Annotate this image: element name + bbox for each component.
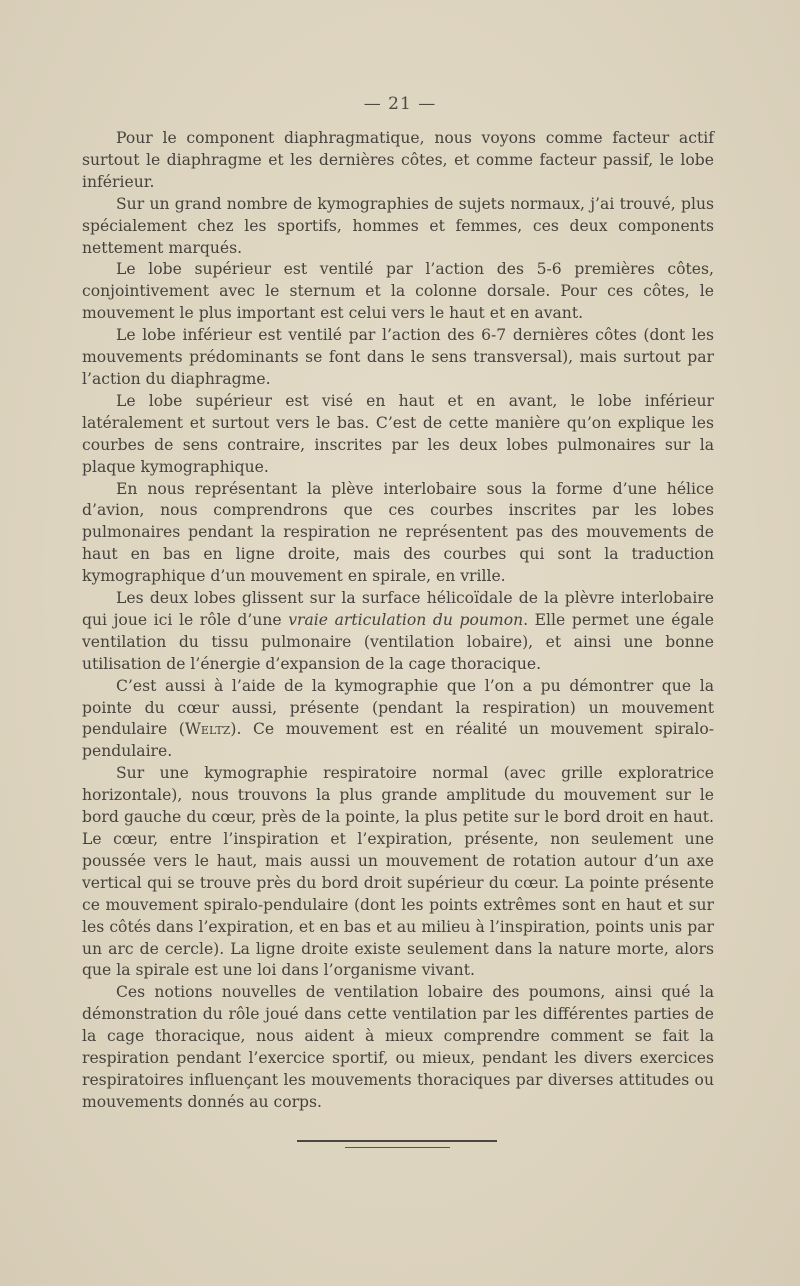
- end-rule: [297, 1140, 497, 1142]
- body-text: [82, 128, 714, 1114]
- paragraph: Le lobe supérieur est ventilé par l’action des 5-6 premières côtes, conjointivement avec le sternum et la colonne dorsale. Pour ces côtes, le mouvement le plus important est celui vers le haut et en avant.: [82, 260, 714, 323]
- paragraph: Le lobe supérieur est visé en haut et en avant, le lobe inférieur latéralement et surtout vers le bas. C’est de cette manière qu’on explique les courbes de sens contraire, inscrites par les deux lobes pulmonaires sur la plaque kymographique.: [82, 391, 714, 476]
- paragraph: [82, 588, 714, 676]
- author-name: Weltz: [184, 720, 231, 739]
- paragraph: En nous représentant la plève interlobaire sous la forme d’une hélice d’avion, nous comprendrons que ces courbes inscrites par les lobes pulmonaires pendant la respiration ne représentent pas des mouvements de haut en bas en ligne droite, mais des courbes qui sont la traduction kymographique d’un mouvement en spirale, en vrille.: [82, 479, 714, 586]
- paragraph: Ces notions nouvelles de ventilation lobaire des poumons, ainsi qué la démonstration du rôle joué dans cette ventilation par les différentes parties de la cage thoracique, nous aident à mieux comprendre comment se fait la respiration pendant l’exercice sportif, ou mieux, pendant les divers exercices respiratoires influençant les mouvements thoraciques par diverses attitudes ou mouvements donnés au corps.: [82, 983, 714, 1111]
- paragraph-text: C’est aussi à l’aide de la kymographie que l’on a pu démontrer que la pointe du cœur aussi, présente (pendant la respiration) un mouvement pendulaire (: [82, 676, 714, 739]
- paragraph-text: Les deux lobes glissent sur la surface hélicoïdale de la plèvre interlobaire qui joue ici le rôle d’une: [82, 589, 714, 629]
- emphasis-text: vraie articulation du poumon: [288, 610, 524, 629]
- page-number: — 21 —: [363, 94, 437, 114]
- paragraph: Pour le component diaphragmatique, nous voyons comme facteur actif surtout le diaphragme et les dernières côtes, et comme facteur passif, le lobe inférieur.: [82, 129, 714, 191]
- paragraph: Le lobe inférieur est ventilé par l’action des 6-7 dernières côtes (dont les mouvements prédominants se font dans le sens transversal), mais surtout par l’action du diaphragme.: [82, 326, 714, 388]
- paragraph: [82, 676, 714, 764]
- paragraph: Sur un grand nombre de kymographies de sujets normaux, j’ai trouvé, plus spécialement chez les sportifs, hommes et femmes, ces deux components nettement marqués.: [82, 194, 714, 257]
- end-rule-thin: [345, 1147, 450, 1148]
- paragraph-text: . Elle permet une égale ventilation du tissu pulmonaire (ventilation lobaire), et ainsi une bonne utilisation de l’énergie d’expansion de la cage thoracique.: [82, 610, 714, 673]
- paragraph: Sur une kymographie respiratoire normal (avec grille exploratrice horizontale), nous trouvons la plus grande amplitude du mouvement sur le bord gauche du cœur, près de la pointe, la plus petite sur le bord droit en haut. Le cœur, entre l’inspiration et l’expiration, présente, non seulement une poussée vers le haut, mais aussi un mouvement de rotation autour d’un axe vertical qui se trouve près du bord droit supérieur du cœur. La pointe présente ce mouvement spiralo-pendulaire (dont les points extrêmes sont en haut et sur les côtés dans l’expiration, et en bas et au milieu à l’inspiration, points unis par un arc de cercle). La ligne droite existe seulement dans la nature morte, alors que la spirale est une loi dans l’organisme vivant.: [82, 764, 714, 980]
- paragraph-text: ). Ce mouvement est en réalité un mouvement spiralo-pendulaire.: [82, 720, 715, 761]
